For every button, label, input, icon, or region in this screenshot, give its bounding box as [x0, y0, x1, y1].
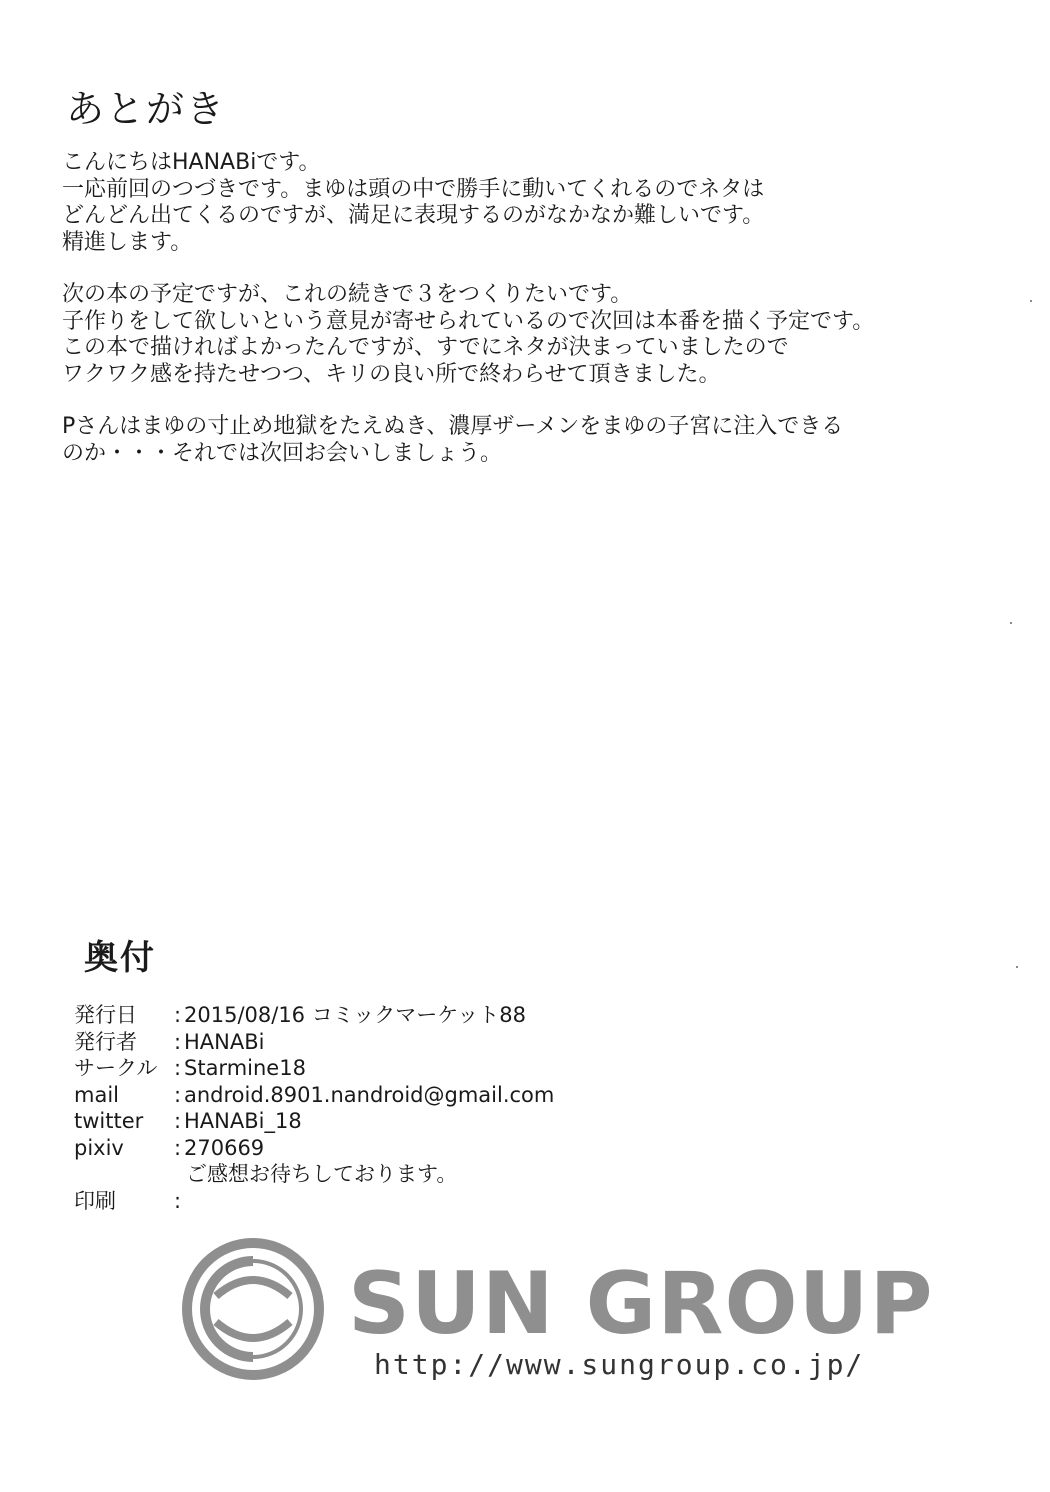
colophon-label: mail — [74, 1082, 119, 1107]
colophon-row-mail — [74, 1082, 554, 1109]
afterword-paragraph — [62, 150, 1022, 256]
afterword-line: のか・・・それでは次回お会いしましょう。 — [62, 440, 503, 466]
colophon-value: HANABi_18 — [184, 1109, 302, 1133]
afterword-line: 子作りをして欲しいという意見が寄せられているので次回は本番を描く予定です。 — [62, 308, 875, 334]
colophon-separator: : — [174, 1029, 182, 1054]
afterword-title: あとがき — [66, 87, 227, 131]
afterword-line: 次の本の予定ですが、これの続きで３をつくりたいです。 — [62, 282, 633, 307]
afterword-line: 精進します。 — [62, 229, 193, 255]
colophon-label: 印刷 — [74, 1188, 116, 1213]
colophon-label: サークル — [74, 1056, 158, 1080]
colophon-row-twitter — [74, 1108, 554, 1135]
colophon-separator: : — [174, 1056, 182, 1080]
colophon-separator: : — [174, 1003, 182, 1027]
colophon-row-print — [74, 1188, 554, 1215]
afterword-line: 一応前回のつづきです。まゆは頭の中で勝手に動いてくれるのでネタは — [62, 176, 765, 202]
afterword-line: どんどん出てくるのですが、満足に表現するのがなかなか難しいです。 — [62, 203, 765, 228]
colophon-value: 2015/08/16 コミックマーケット88 — [184, 1003, 526, 1027]
colophon-separator: : — [174, 1082, 182, 1107]
colophon-label: 発行者 — [74, 1029, 137, 1054]
colophon-label: twitter — [74, 1109, 144, 1133]
colophon-row-circle — [74, 1055, 554, 1082]
colophon-note: ご感想お待ちしております。 — [186, 1162, 458, 1186]
scan-speck — [1010, 622, 1012, 624]
colophon-label: pixiv — [74, 1135, 124, 1160]
afterword-line: この本で描ければよかったんですが、すでにネタが決まっていましたので — [62, 335, 789, 360]
scan-speck — [1030, 300, 1032, 302]
colophon-label: 発行日 — [74, 1003, 137, 1027]
colophon-separator: : — [174, 1188, 182, 1213]
printer-url[interactable]: http://www.sungroup.co.jp/ — [374, 1348, 865, 1381]
colophon-value: android.8901.nandroid@gmail.com — [184, 1082, 555, 1107]
afterword-paragraph — [62, 414, 1022, 467]
colophon-row-publisher — [74, 1029, 554, 1056]
printer-logo — [182, 1238, 942, 1398]
afterword-body — [62, 150, 1022, 493]
sun-group-logo-icon — [182, 1238, 324, 1380]
colophon — [74, 1002, 554, 1214]
scan-speck — [1016, 966, 1018, 968]
printer-brand: SUN GROUP — [348, 1254, 934, 1354]
colophon-row-date — [74, 1002, 554, 1029]
afterword-line: Pさんはまゆの寸止め地獄をたえぬき、濃厚ザーメンをまゆの子宮に注入できる — [62, 414, 844, 439]
colophon-separator: : — [174, 1109, 182, 1133]
colophon-row-pixiv — [74, 1135, 554, 1162]
colophon-separator: : — [174, 1135, 182, 1160]
colophon-title: 奥付 — [84, 938, 156, 978]
afterword-line: こんにちはHANABiです。 — [62, 150, 321, 175]
afterword-paragraph — [62, 282, 1022, 388]
colophon-value: 270669 — [184, 1135, 265, 1160]
colophon-value: HANABi — [184, 1029, 265, 1054]
colophon-value: Starmine18 — [184, 1056, 306, 1080]
afterword-line: ワクワク感を持たせつつ、キリの良い所で終わらせて頂きました。 — [62, 361, 721, 387]
